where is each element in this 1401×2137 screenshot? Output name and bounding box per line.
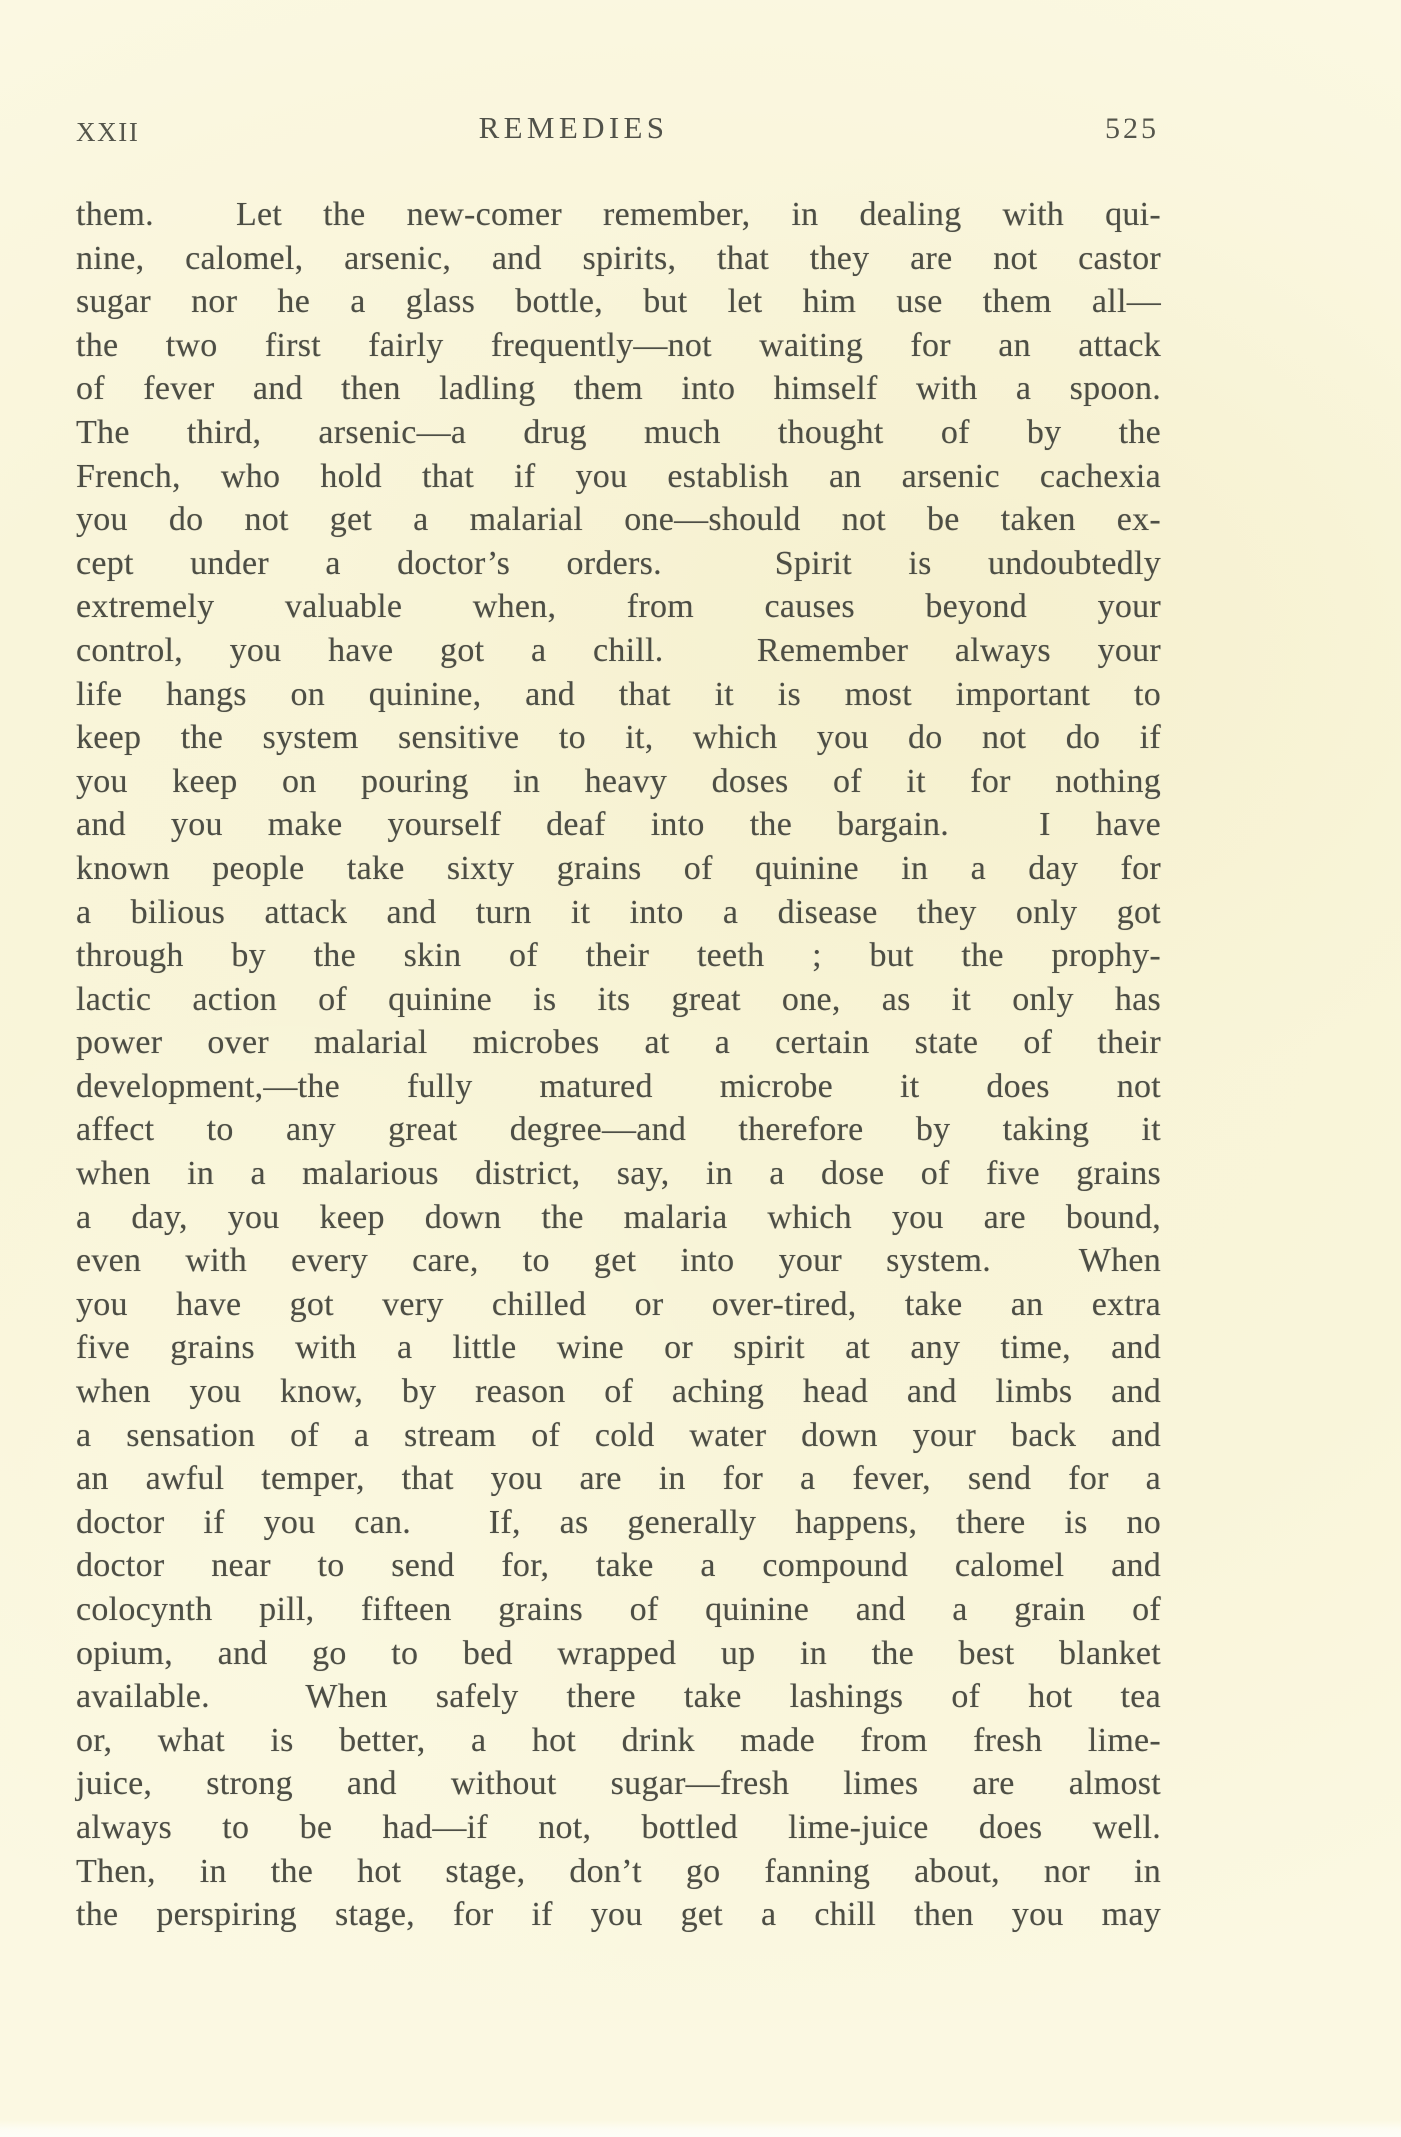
text-line: you keep on pouring in heavy doses of it for nothing: [76, 762, 1161, 800]
text-line: sugar nor he a glass bottle, but let him use them all—: [76, 283, 1161, 321]
text-line: when you know, by reason of aching head and limbs and: [76, 1373, 1161, 1411]
text-line: always to be had—if not, bottled lime-juice does well.: [76, 1808, 1161, 1846]
text-line: doctor near to send for, take a compound calomel and: [76, 1547, 1161, 1585]
text-line: The third, arsenic—a drug much thought of by the: [76, 413, 1161, 451]
text-line: control, you have got a chill. Remember always your: [76, 631, 1161, 669]
chapter-number: XXII: [76, 117, 140, 147]
running-head: [76, 110, 1161, 154]
text-line: and you make yourself deaf into the bargain. I have: [76, 806, 1161, 844]
text-line: the two first fairly frequently—not waiting for an attack: [76, 326, 1161, 364]
text-line: keep the system sensitive to it, which you do not do if: [76, 719, 1161, 757]
body-text: [76, 193, 1161, 1937]
text-line: nine, calomel, arsenic, and spirits, that they are not castor: [76, 239, 1161, 277]
text-line: you have got very chilled or over-tired, take an extra: [76, 1285, 1161, 1323]
text-line: through by the skin of their teeth ; but the prophy-: [76, 937, 1161, 975]
running-title: REMEDIES: [478, 110, 669, 145]
text-line: power over malarial microbes at a certain state of their: [76, 1024, 1161, 1062]
text-line: Then, in the hot stage, don’t go fanning about, nor in: [76, 1852, 1161, 1890]
page-number: 525: [1105, 112, 1159, 145]
text-line: you do not get a malarial one—should not be taken ex-: [76, 501, 1161, 539]
text-line: affect to any great degree—and therefore by taking it: [76, 1111, 1161, 1149]
text-line: available. When safely there take lashings of hot tea: [76, 1678, 1161, 1716]
text-line: a bilious attack and turn it into a disease they only got: [76, 893, 1161, 931]
text-line: development,—the fully matured microbe it does not: [76, 1067, 1161, 1105]
text-line: cept under a doctor’s orders. Spirit is undoubtedly: [76, 544, 1161, 582]
text-line: doctor if you can. If, as generally happens, there is no: [76, 1503, 1161, 1541]
text-line: lactic action of quinine is its great one, as it only has: [76, 980, 1161, 1018]
text-line: life hangs on quinine, and that it is most important to: [76, 675, 1161, 713]
text-line: five grains with a little wine or spirit at any time, and: [76, 1329, 1161, 1367]
text-line: French, who hold that if you establish an arsenic cachexia: [76, 457, 1161, 495]
text-line: extremely valuable when, from causes beyond your: [76, 588, 1161, 626]
text-line: when in a malarious district, say, in a dose of five grains: [76, 1155, 1161, 1193]
text-line: a day, you keep down the malaria which you are bound,: [76, 1198, 1161, 1236]
text-line: them. Let the new-comer remember, in dealing with qui-: [76, 196, 1161, 233]
text-line: or, what is better, a hot drink made from fresh lime-: [76, 1721, 1161, 1759]
text-line: opium, and go to bed wrapped up in the best blanket: [76, 1634, 1161, 1672]
text-line: a sensation of a stream of cold water down your back and: [76, 1416, 1161, 1454]
text-line: of fever and then ladling them into himself with a spoon.: [76, 370, 1161, 408]
text-line: juice, strong and without sugar—fresh limes are almost: [76, 1765, 1161, 1803]
text-line: known people take sixty grains of quinine in a day for: [76, 849, 1161, 887]
text-line: the perspiring stage, for if you get a chill then you may: [76, 1896, 1161, 1934]
text-line: even with every care, to get into your system. When: [76, 1242, 1161, 1280]
text-line: colocynth pill, fifteen grains of quinine and a grain of: [76, 1591, 1161, 1628]
text-line: an awful temper, that you are in for a fever, send for a: [76, 1460, 1161, 1498]
